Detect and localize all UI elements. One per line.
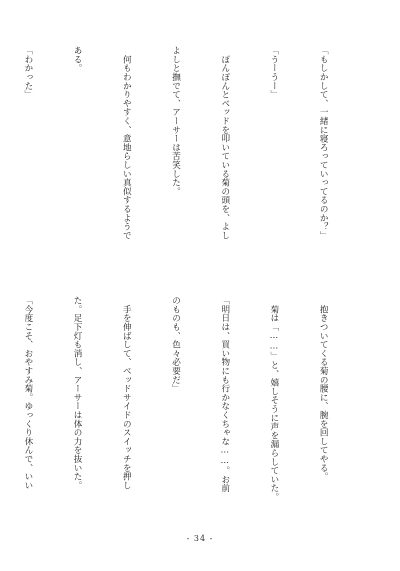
text-line: のものも、色々必要だ」	[170, 296, 181, 393]
lower-text-block	[22, 296, 364, 518]
text-line: よしと撫でて、アーサーは苦笑した。	[170, 46, 181, 196]
text-line: 「うーうー」	[268, 46, 279, 99]
text-line: た。足下灯も消し、アーサーは体の力を抜いた。	[72, 296, 83, 490]
text-line: 「明日は、買い物にも行かなくちゃな……。お前	[219, 296, 230, 493]
upper-text-block	[22, 46, 364, 268]
text-line: 手を伸ばして、ベッドサイドのスイッチを押し	[121, 296, 132, 490]
text-line: 「わかった」	[22, 46, 33, 99]
text-line: 抱きついてくる菊の腰に、腕を回してやる。	[318, 296, 329, 481]
text-line: 「もしかして、一緒に寝ろっていってるのか？」	[318, 46, 329, 240]
text-line: ある。	[72, 46, 83, 73]
text-line: 「今度こそ、おやすみ菊。ゆっくり休んで、いい	[22, 296, 33, 490]
text-line: 何もわかりやすく、意地らしい真似するようで	[121, 46, 132, 240]
page-number: - 34 -	[186, 534, 214, 543]
text-line: ぽんぽんとベッドを叩いている菊の頭を、よし	[219, 46, 230, 240]
text-line: 菊は「……」と、嬉しそうに声を漏らしていた。	[268, 296, 279, 502]
